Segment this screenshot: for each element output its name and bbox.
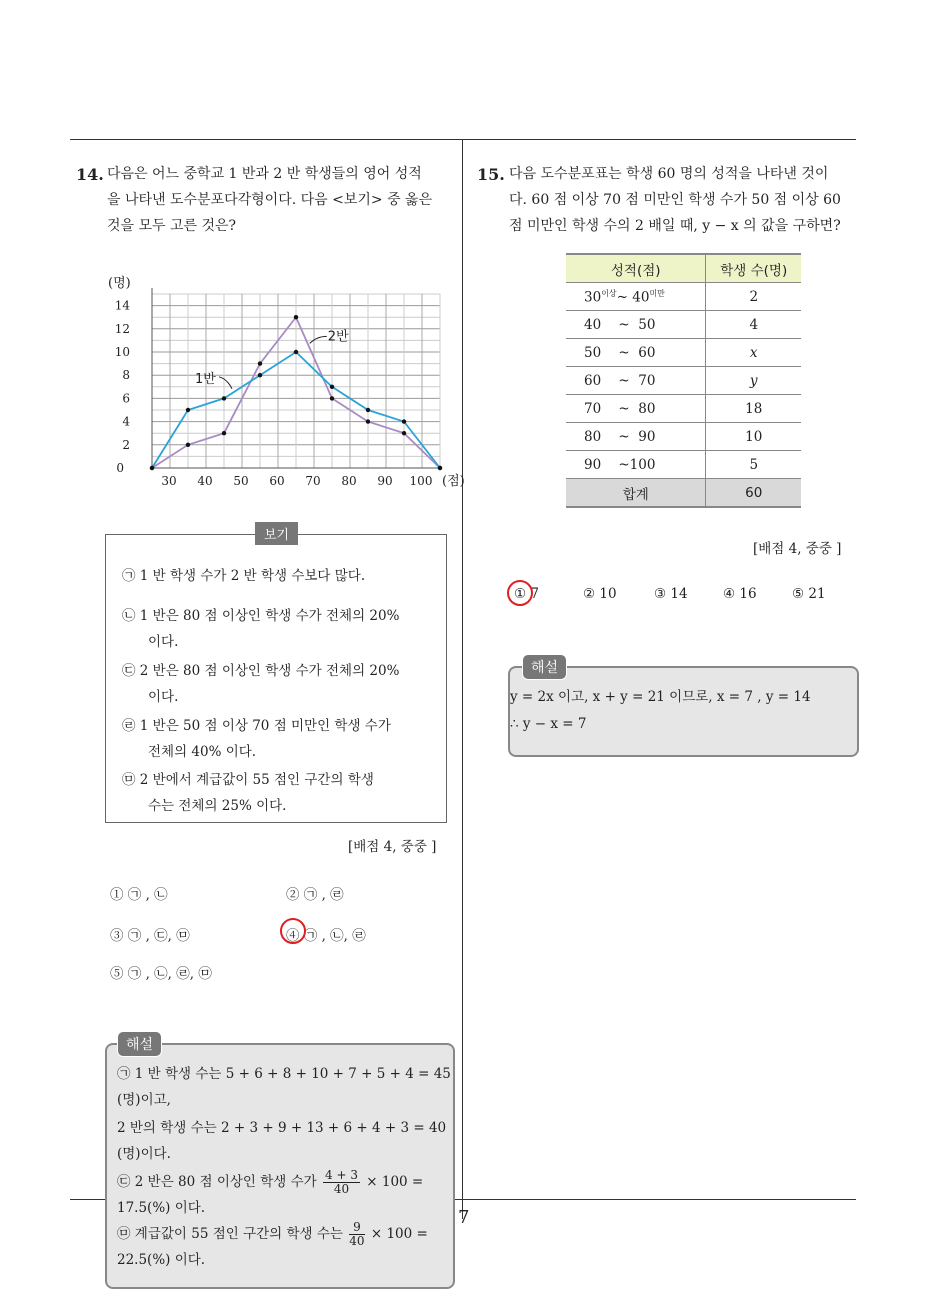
y-tick-label: 12 xyxy=(114,321,130,336)
table-cell: 60 xyxy=(706,479,801,508)
q14-text-line: 다음은 어느 중학교 1 반과 2 반 학생들의 영어 성적 xyxy=(107,166,422,182)
table-row xyxy=(566,451,801,479)
q14-text-line: 것을 모두 고른 것은? xyxy=(107,218,237,234)
x-tick-label: 100 xyxy=(409,474,433,488)
y-axis-label: (명) xyxy=(108,276,131,291)
y-tick-label: 10 xyxy=(114,345,130,359)
bogi-item-1: ㉠ 1 반 학생 수가 2 반 학생 수보다 많다. xyxy=(122,568,366,584)
x-tick-label: 50 xyxy=(233,474,249,488)
table-cell: 90 ~100 xyxy=(566,451,706,479)
table-row xyxy=(566,423,801,451)
table-header: 성적(점) xyxy=(566,254,706,283)
data-point xyxy=(402,419,406,423)
y-tick-label: 6 xyxy=(122,391,130,406)
table-cell: 4 xyxy=(706,311,801,339)
data-point xyxy=(186,408,190,412)
q14-option-2[interactable]: ② ㉠ , ㉣ xyxy=(286,887,344,903)
table-row xyxy=(566,367,801,395)
q15-text-line: 점 미만인 학생 수의 2 배일 때, y − x 의 값을 구하면? xyxy=(509,218,841,234)
y-tick-label: 8 xyxy=(122,368,130,383)
series-label-2: 2반 xyxy=(327,329,349,345)
data-point xyxy=(366,408,370,412)
q15-text-line: 다. 60 점 이상 70 점 미만인 학생 수가 50 점 이상 60 xyxy=(509,192,841,208)
x-axis-label: (점) xyxy=(442,474,465,489)
table-cell: 40 ~ 50 xyxy=(566,311,706,339)
q14-score: [배점 4, 중중 ] xyxy=(348,839,437,855)
data-point xyxy=(150,466,154,470)
q15-number: 15. xyxy=(477,165,505,184)
bogi-item-2: ㉡ 1 반은 80 점 이상인 학생 수가 전체의 20% 이다. xyxy=(122,608,400,650)
table-cell: 2 xyxy=(706,283,801,311)
table-header: 학생 수(명) xyxy=(706,254,801,283)
q14-number: 14. xyxy=(76,165,104,184)
q14-option-1[interactable]: ① ㉠ , ㉡ xyxy=(110,887,168,903)
table-cell: 합계 xyxy=(566,479,706,508)
data-point xyxy=(330,385,334,389)
q15-solution-label: 해설 xyxy=(522,654,567,680)
fraction: $\frac{9}{40}$ xyxy=(349,1220,365,1248)
table-cell: 5 xyxy=(706,451,801,479)
table-total-row xyxy=(566,479,801,508)
table-cell: 10 xyxy=(706,423,801,451)
x-tick-label: 70 xyxy=(305,474,321,488)
q15-option-4[interactable]: ④ 16 xyxy=(723,586,757,602)
y-tick-label: 0 xyxy=(116,461,124,475)
bogi-item-4: ㉣ 1 반은 50 점 이상 70 점 미만인 학생 수가 전체의 40% 이다. xyxy=(122,718,391,760)
frequency-table xyxy=(566,253,801,508)
q14-answer-mark xyxy=(280,918,306,944)
top-rule xyxy=(70,139,856,140)
table-row xyxy=(566,339,801,367)
x-tick-label: 90 xyxy=(377,474,393,488)
data-point xyxy=(186,443,190,447)
table-cell: 50 ~ 60 xyxy=(566,339,706,367)
table-row xyxy=(566,283,801,311)
frequency-polygon-chart xyxy=(100,270,470,495)
data-point xyxy=(222,431,226,435)
data-point xyxy=(438,466,442,470)
q14-option-4[interactable]: ④ ㉠ , ㉡, ㉣ xyxy=(286,928,366,944)
q15-option-1[interactable]: ① 7 xyxy=(514,586,539,602)
q15-option-2[interactable]: ② 10 xyxy=(583,586,617,602)
table-cell: x xyxy=(706,339,801,367)
q15-option-5[interactable]: ⑤ 21 xyxy=(792,586,826,602)
bogi-box xyxy=(105,534,447,823)
q15-score: [배점 4, 중중 ] xyxy=(753,541,842,557)
y-tick-label: 14 xyxy=(114,298,130,313)
q14-solution-line: 22.5(%) 이다. xyxy=(117,1252,206,1268)
q14-text xyxy=(107,161,457,239)
table-cell: 18 xyxy=(706,395,801,423)
q14-solution-line: ㉤ 계급값이 55 점인 구간의 학생 수는 $\frac{9}{40}$ × 100 = xyxy=(117,1220,428,1248)
table-cell: 70 ~ 80 xyxy=(566,395,706,423)
q14-solution-line: 2 반의 학생 수는 2 + 3 + 9 + 13 + 6 + 4 + 3 = 40 xyxy=(117,1120,447,1136)
data-point xyxy=(366,419,370,423)
fraction: $\frac{4 + 3}{40}$ xyxy=(325,1168,358,1196)
q14-text-line: 을 나타낸 도수분포다각형이다. 다음 <보기> 중 옳은 xyxy=(107,192,433,208)
page-number: 7 xyxy=(458,1207,470,1228)
q15-answer-mark xyxy=(507,580,533,606)
data-point xyxy=(294,350,298,354)
q14-solution-box xyxy=(105,1043,455,1289)
q14-solution-line: ㉠ 1 반 학생 수는 5 + 6 + 8 + 10 + 7 + 5 + 4 = 45 xyxy=(117,1066,451,1082)
q14-solution-line: (명)이고, xyxy=(117,1092,171,1108)
x-tick-label: 30 xyxy=(161,474,177,488)
bogi-item-3: ㉢ 2 반은 80 점 이상인 학생 수가 전체의 20% 이다. xyxy=(122,663,400,705)
x-tick-label: 80 xyxy=(341,474,357,488)
q15-solution-line: y = 2x 이고, x + y = 21 이므로, x = 7 , y = 14 xyxy=(510,689,811,705)
bogi-label: 보기 xyxy=(255,522,298,545)
data-point xyxy=(294,315,298,319)
table-row xyxy=(566,311,801,339)
data-point xyxy=(222,396,226,400)
series-label-leader xyxy=(310,336,327,343)
q14-solution-line: (명)이다. xyxy=(117,1146,171,1162)
table-cell: 60 ~ 70 xyxy=(566,367,706,395)
table-cell: $30^{이상}\sim$ $40^{미만}$ xyxy=(566,283,706,311)
data-point xyxy=(258,373,262,377)
q15-solution-line: ∴ y − x = 7 xyxy=(510,716,587,732)
data-point xyxy=(402,431,406,435)
bogi-item-5: ㉤ 2 반에서 계급값이 55 점인 구간의 학생 수는 전체의 25% 이다. xyxy=(122,772,374,814)
q14-solution-line: 17.5(%) 이다. xyxy=(117,1200,206,1216)
series-label-1: 1반 xyxy=(195,371,216,387)
q15-option-3[interactable]: ③ 14 xyxy=(654,586,688,602)
data-point xyxy=(330,396,334,400)
data-point xyxy=(258,361,262,365)
q14-solution-line: ㉢ 2 반은 80 점 이상인 학생 수가 $\frac{4 + 3}{40}$ × 100 = xyxy=(117,1168,424,1196)
table-cell: 80 ~ 90 xyxy=(566,423,706,451)
y-tick-label: 2 xyxy=(122,437,130,452)
q14-solution-label: 해설 xyxy=(117,1031,162,1057)
q15-text xyxy=(509,161,859,239)
y-tick-label: 4 xyxy=(122,414,130,429)
table-header-row xyxy=(566,254,801,283)
q14-option-3[interactable]: ③ ㉠ , ㉢, ㉤ xyxy=(110,928,190,944)
q14-option-5[interactable]: ⑤ ㉠ , ㉡, ㉣, ㉤ xyxy=(110,966,212,982)
table-cell: y xyxy=(706,367,801,395)
q15-text-line: 다음 도수분포표는 학생 60 명의 성적을 나타낸 것이 xyxy=(509,166,829,182)
table-row xyxy=(566,395,801,423)
x-tick-label: 60 xyxy=(269,474,285,488)
x-tick-label: 40 xyxy=(197,474,213,488)
